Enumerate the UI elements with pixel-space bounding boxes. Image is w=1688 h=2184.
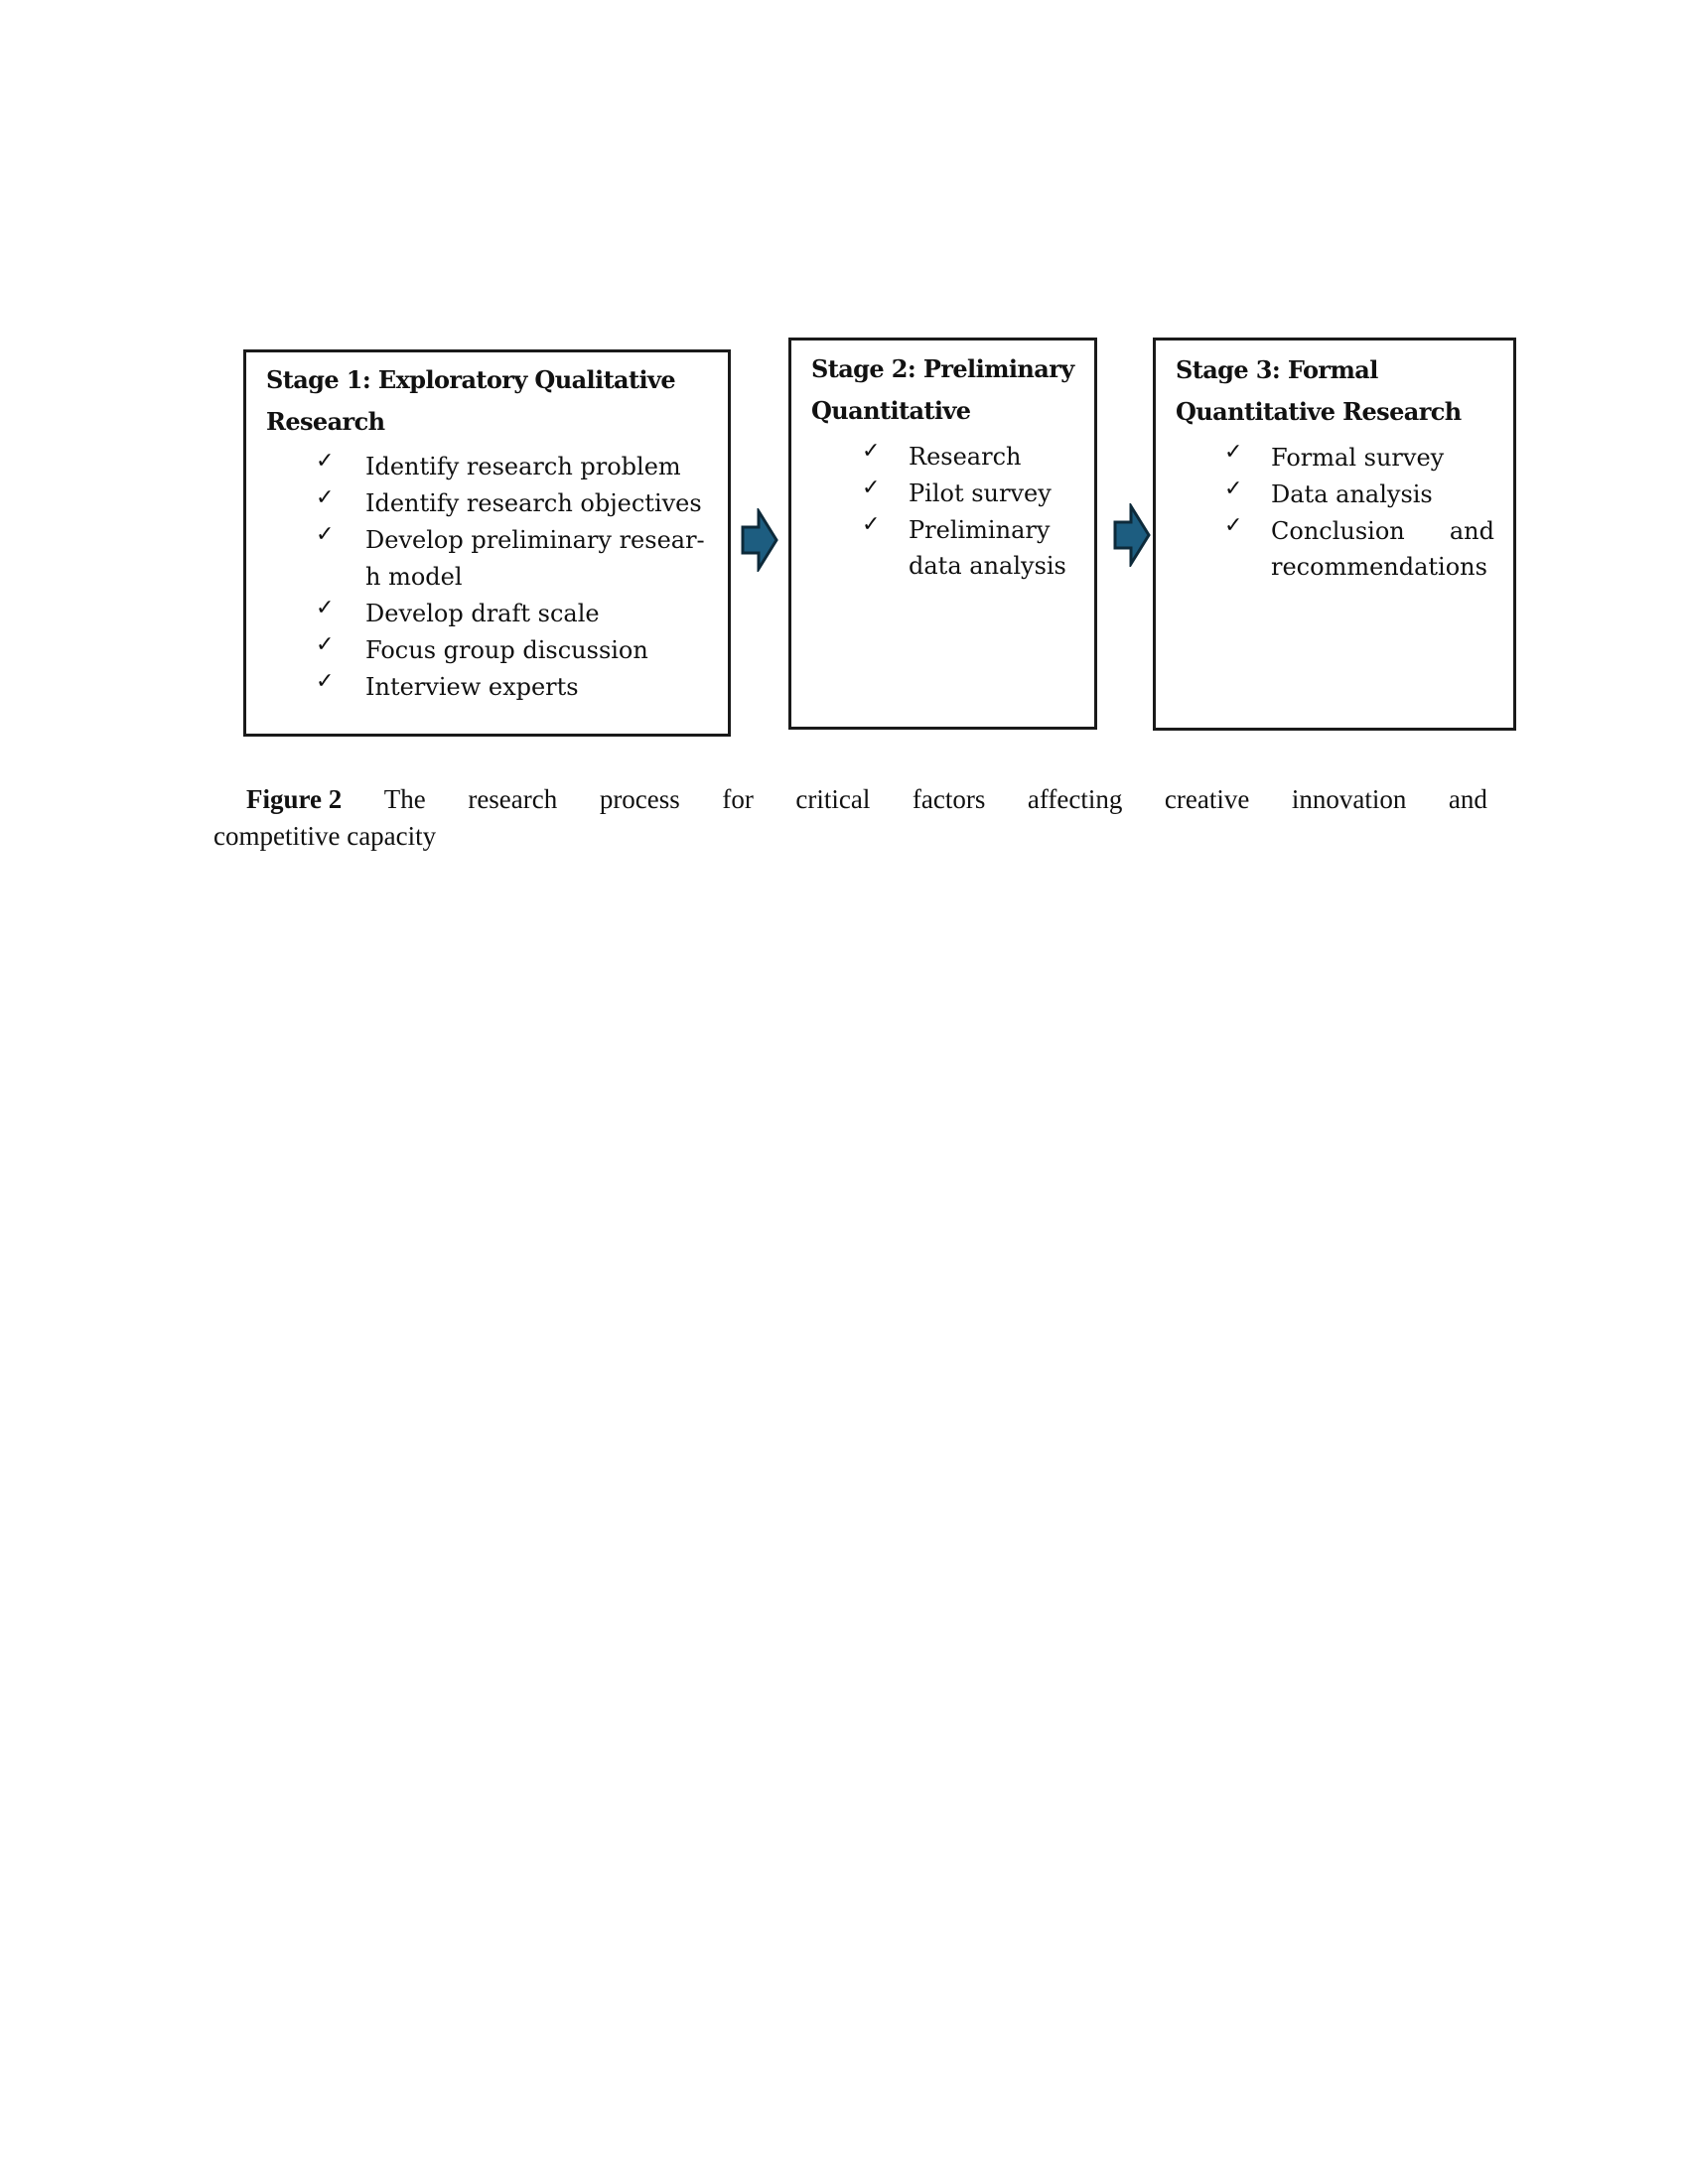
checkmark-icon: ✓ [862, 439, 881, 464]
caption-word: research [468, 784, 558, 814]
stage-2-item-2: Pilot survey [909, 479, 1052, 507]
stage-1-item-3-line-2: h model [365, 563, 463, 591]
caption-word: factors [912, 784, 986, 814]
checkmark-icon: ✓ [1224, 513, 1243, 538]
stage-2-title-line-2: Quantitative [811, 396, 971, 425]
stage-1-item-2: Identify research objectives [365, 489, 702, 517]
checkmark-icon: ✓ [316, 596, 335, 620]
stage-3-title-line-1: Stage 3: Formal [1176, 355, 1378, 384]
caption-word: The [383, 784, 426, 814]
justified-word: and [1449, 517, 1494, 545]
justified-word: Conclusion [1271, 517, 1405, 545]
stage-1-item-3-line-1: Develop preliminary resear- [365, 526, 705, 554]
caption-word: for [722, 784, 754, 814]
right-arrow-icon [1112, 503, 1152, 567]
right-arrow-icon [740, 508, 779, 572]
stage-1-title-line-2: Research [266, 407, 385, 436]
checkmark-icon: ✓ [316, 669, 335, 694]
checkmark-icon: ✓ [316, 632, 335, 657]
caption-word: innovation [1291, 784, 1407, 814]
stage-3-item-2: Data analysis [1271, 480, 1433, 508]
stage-3-title [1176, 349, 1462, 433]
stage-1-item-4: Develop draft scale [365, 600, 600, 627]
figure-label: Figure 2 [246, 784, 343, 814]
caption-word: affecting [1027, 784, 1123, 814]
caption-word: process [599, 784, 680, 814]
caption-line-2: competitive capacity [213, 821, 437, 851]
caption-word: critical [795, 784, 871, 814]
checkmark-icon: ✓ [316, 449, 335, 474]
stage-2-item-3-line-1: Preliminary [909, 516, 1051, 544]
stage-1-title-line-1: Stage 1: Exploratory Qualitative [266, 365, 676, 394]
stage-1-item-6: Interview experts [365, 673, 579, 701]
stage-3-title-line-2: Quantitative Research [1176, 397, 1462, 426]
stage-1-item-1: Identify research problem [365, 453, 681, 480]
checkmark-icon: ✓ [316, 485, 335, 510]
checkmark-icon: ✓ [862, 476, 881, 500]
stage-3-item-3-line-1 [1271, 513, 1494, 550]
stage-2-item-1: Research [909, 443, 1022, 471]
figure-caption [213, 781, 1487, 855]
stage-2-item-3-line-2: data analysis [909, 552, 1066, 580]
stage-3-item-3-line-2: recommendations [1271, 553, 1487, 581]
caption-word: and [1448, 784, 1487, 814]
stage-2-title-line-1: Stage 2: Preliminary [811, 354, 1074, 383]
stage-1-item-5: Focus group discussion [365, 636, 648, 664]
caption-word: creative [1164, 784, 1250, 814]
checkmark-icon: ✓ [1224, 440, 1243, 465]
checkmark-icon: ✓ [862, 512, 881, 537]
stage-1-title [266, 359, 675, 443]
checkmark-icon: ✓ [1224, 477, 1243, 501]
stage-3-item-1: Formal survey [1271, 444, 1445, 472]
checkmark-icon: ✓ [316, 522, 335, 547]
stage-2-title [811, 348, 1074, 432]
caption-line-1 [213, 781, 1487, 818]
